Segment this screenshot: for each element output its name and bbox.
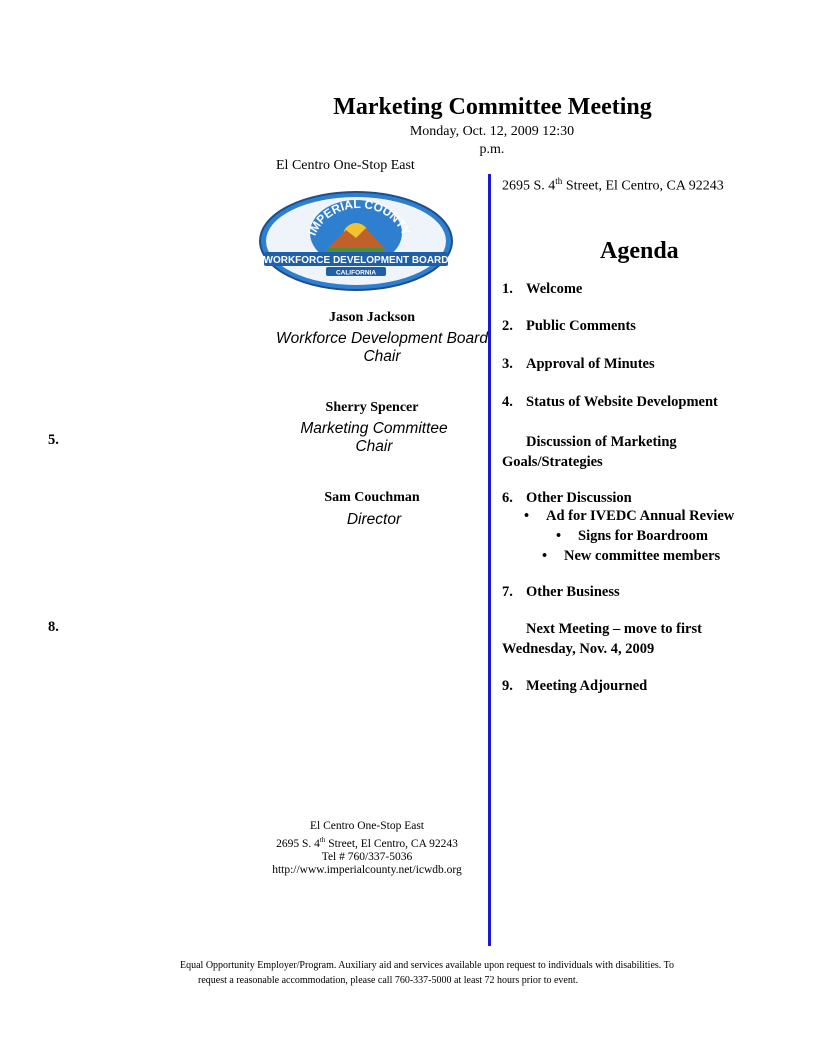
- agenda-item-1: 1. Welcome: [502, 281, 583, 297]
- meeting-time-suffix: p.m.: [479, 142, 505, 157]
- agenda-bullet-3: • New committee members: [542, 548, 721, 564]
- agenda-bullet-1: • Ad for IVEDC Annual Review: [524, 508, 735, 524]
- meeting-date: Monday, Oct. 12, 2009 12:30: [409, 124, 575, 139]
- column-divider: [488, 174, 491, 946]
- person-role-1: Workforce Development Board Chair: [276, 330, 488, 365]
- agenda-item-8-number: 8.: [48, 619, 59, 635]
- logo-arc-text: IMPERIAL COUNTY: [304, 196, 414, 238]
- agenda-item-2: 2. Public Comments: [502, 318, 636, 334]
- person-role-2: Marketing Committee Chair: [300, 420, 448, 455]
- logo-board-text: WORKFORCE DEVELOPMENT BOARD: [263, 255, 449, 266]
- person-name-3: Sam Couchman: [324, 490, 420, 505]
- agenda-item-3: 3. Approval of Minutes: [502, 356, 655, 372]
- agenda-heading: Agenda: [600, 238, 679, 264]
- page-title: Marketing Committee Meeting: [333, 94, 652, 120]
- agenda-item-7: 7. Other Business: [502, 584, 620, 600]
- agenda-item-4: 4. Status of Website Development: [502, 394, 718, 410]
- person-role-3: Director: [346, 511, 402, 528]
- agenda-item-9: 9. Meeting Adjourned: [502, 678, 648, 694]
- logo-state-text: CALIFORNIA: [335, 269, 377, 277]
- person-name-1: Jason Jackson: [329, 310, 415, 325]
- footer-address: El Centro One-Stop East 2695 S. 4th Street, El Centro, CA 92243 Tel # 760/337-5036 http://www.imperialcounty.net/icwdb.org: [262, 820, 472, 878]
- agenda-item-5: Discussion of Marketing Goals/Strategies: [502, 434, 677, 470]
- person-name-2: Sherry Spencer: [325, 400, 419, 415]
- agenda-item-8: Next Meeting – move to first Wednesday, Nov. 4, 2009: [502, 621, 702, 657]
- agenda-bullet-2: • Signs for Boardroom: [556, 528, 708, 544]
- agenda-item-5-number: 5.: [48, 432, 59, 448]
- location-name: El Centro One-Stop East: [276, 158, 415, 173]
- agenda-item-6: 6. Other Discussion: [502, 490, 632, 506]
- footer-website-link[interactable]: http://www.imperialcounty.net/icwdb.org: [272, 864, 462, 877]
- location-address: 2695 S. 4th Street, El Centro, CA 92243: [502, 176, 724, 194]
- board-logo: [258, 190, 454, 292]
- eoe-statement: Equal Opportunity Employer/Program. Auxiliary aid and services available upon request to individuals with disabilities. To request a reasonable accommodation, please call 760-337-5000 at least 72 hours prior to event.: [180, 960, 675, 986]
